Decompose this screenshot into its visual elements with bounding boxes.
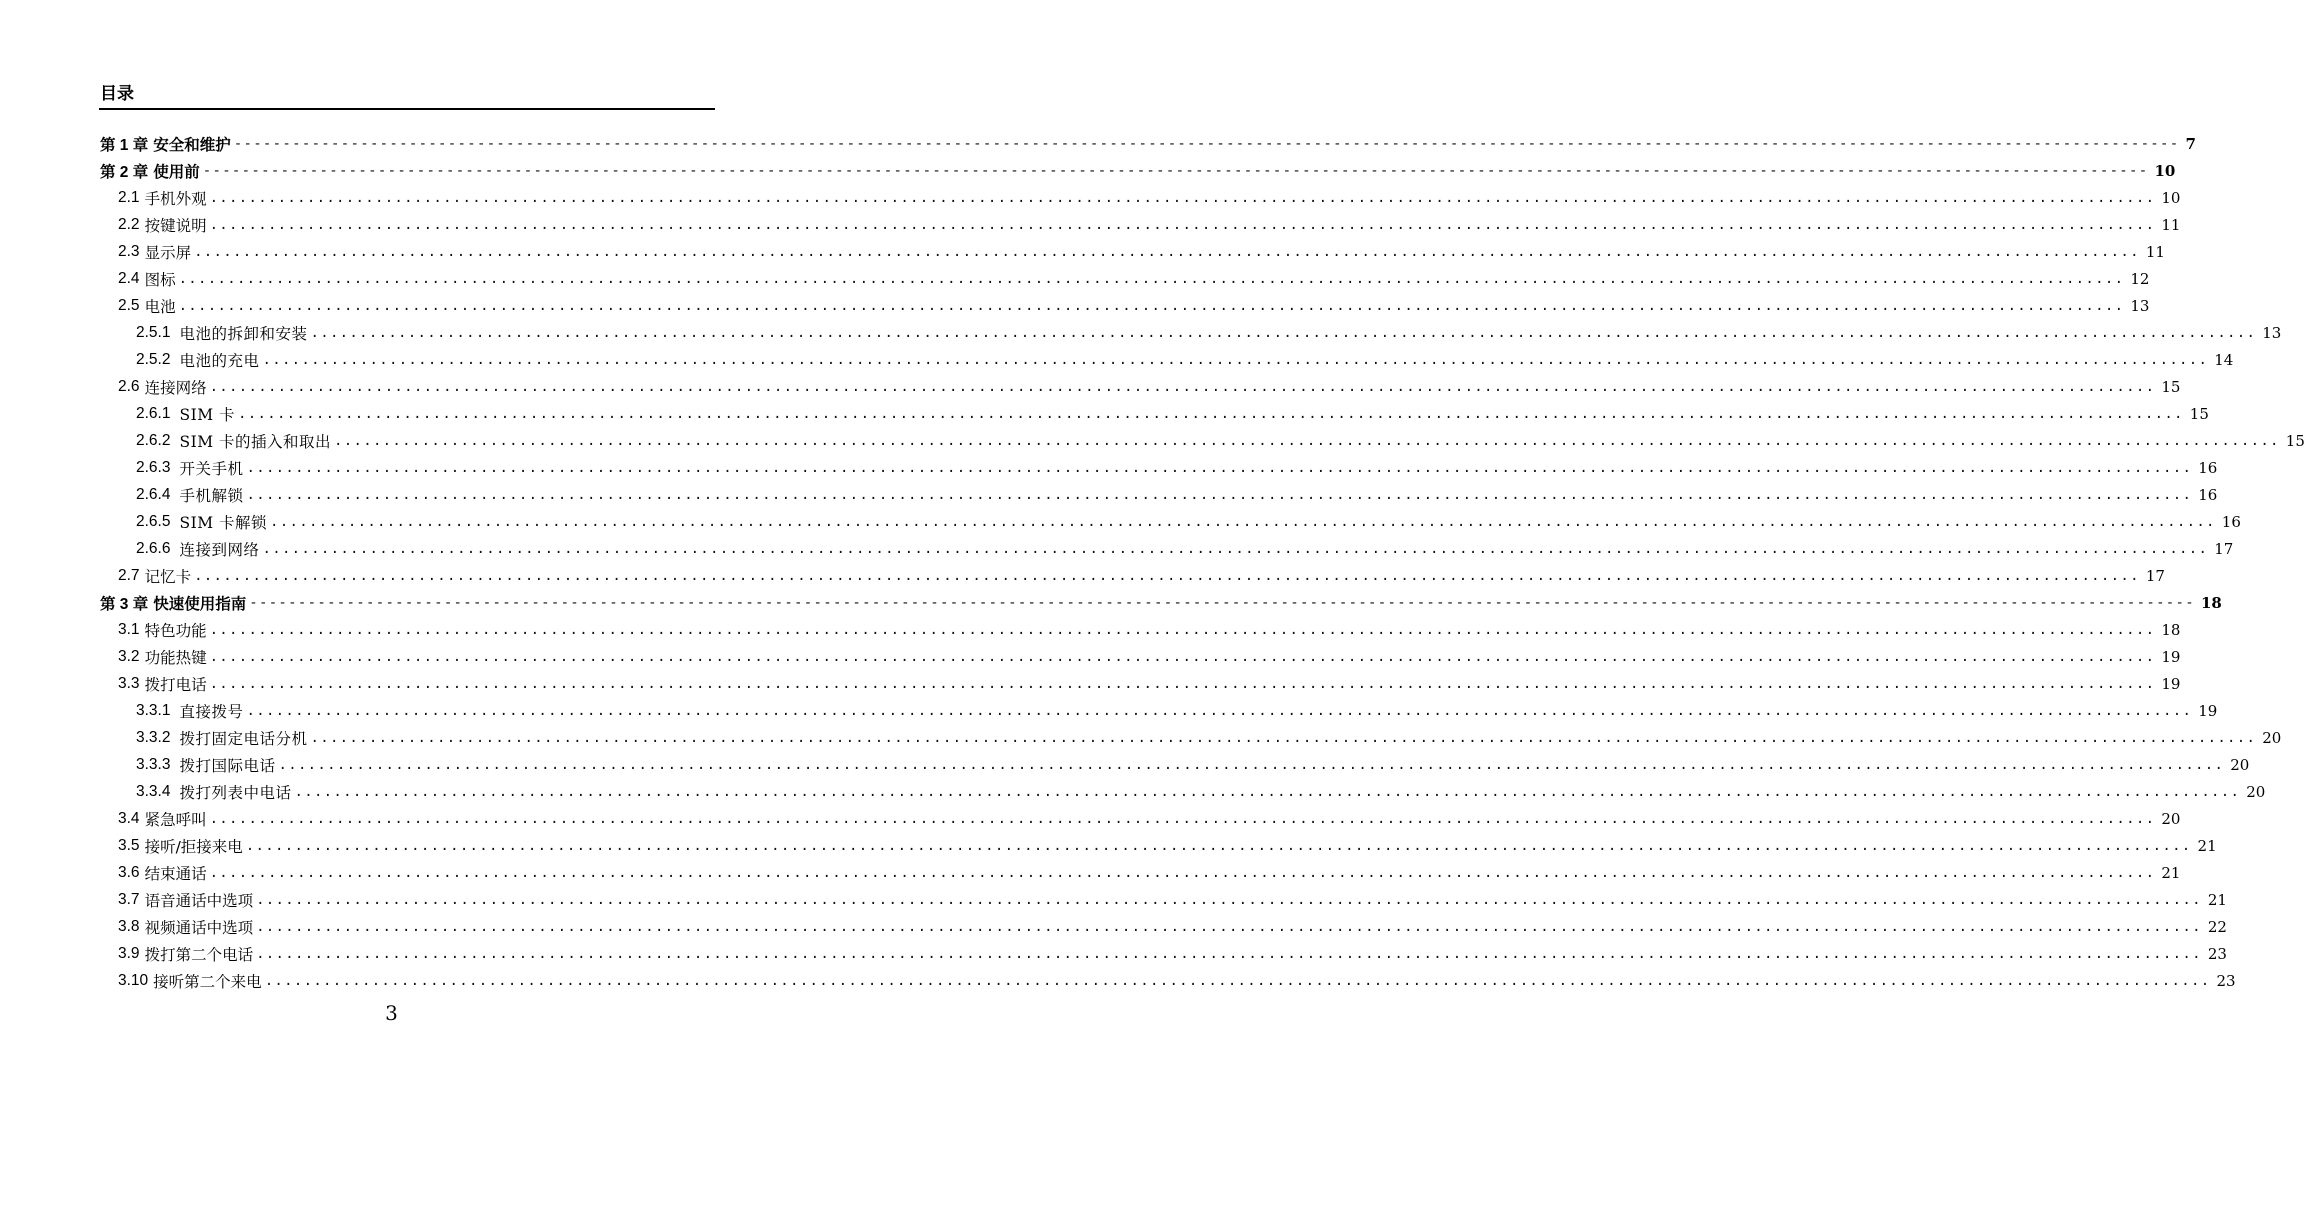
entry-title: 电池的充电 <box>179 352 260 371</box>
entry-number: 2.1 <box>118 189 140 207</box>
entry-page-number: 21 <box>2197 836 2217 855</box>
entry-page-number: 20 <box>2246 782 2266 801</box>
entry-title: 特色功能 <box>144 621 207 640</box>
entry-page-number: 18 <box>2201 593 2222 612</box>
toc-section-row[interactable] <box>0 293 2150 320</box>
toc-chapter-row[interactable] <box>0 589 2222 616</box>
entry-page-number: 21 <box>2207 890 2227 909</box>
dot-leader: ........................................................................................................................................................................................................ <box>262 352 2209 369</box>
toc-section-row[interactable] <box>0 212 2181 239</box>
entry-page-number: 19 <box>2198 701 2218 720</box>
dot-leader: ........................................................................................................................................................................................................ <box>209 217 2156 234</box>
dot-leader: ........................................................................................................................................................................................................ <box>245 837 2192 854</box>
entry-title: 拨打电话 <box>144 675 207 694</box>
dash-leader: -------------------------------------------------------------------------------------------------------------------------------------------------------------------------------------------------------- <box>249 594 2195 611</box>
entry-number: 2.6.4 <box>136 486 171 504</box>
entry-title: 拨打第二个电话 <box>144 945 254 964</box>
toc-section-row[interactable] <box>0 482 2218 509</box>
toc-section-row[interactable] <box>0 563 2165 590</box>
page-number: 3 <box>385 1001 398 1025</box>
entry-number: 2.6.5 <box>136 513 171 531</box>
entry-page-number: 18 <box>2161 620 2181 639</box>
entry-number: 2.3 <box>118 243 140 261</box>
toc-section-row[interactable] <box>0 913 2227 940</box>
dot-leader: ........................................................................................................................................................................................................ <box>334 433 2280 450</box>
entry-page-number: 10 <box>2154 162 2176 181</box>
dot-leader: ........................................................................................................................................................................................................ <box>209 379 2156 396</box>
dot-leader: ........................................................................................................................................................................................................ <box>246 487 2193 504</box>
entry-number: 2.2 <box>118 216 140 234</box>
entry-number: 3.7 <box>118 890 140 908</box>
entry-title: 使用前 <box>153 163 200 182</box>
entry-number: 3.2 <box>118 647 140 665</box>
toc-section-row[interactable] <box>0 724 2282 751</box>
toc-section-row[interactable] <box>0 832 2217 859</box>
toc-chapter-row[interactable] <box>0 131 2196 158</box>
dot-leader: ........................................................................................................................................................................................................ <box>178 271 2125 288</box>
dot-leader: ........................................................................................................................................................................................................ <box>310 325 2257 342</box>
entry-page-number: 15 <box>2189 405 2209 424</box>
toc-section-row[interactable] <box>0 751 2250 778</box>
entry-title: 手机外观 <box>144 190 207 209</box>
entry-number: 2.6 <box>118 378 140 396</box>
toc-section-row[interactable] <box>0 320 2282 347</box>
toc-section-row[interactable] <box>0 886 2227 913</box>
entry-number: 3.3.3 <box>136 755 171 773</box>
entry-page-number: 20 <box>2161 809 2181 828</box>
dot-leader: ........................................................................................................................................................................................................ <box>194 567 2140 584</box>
entry-number: 3.9 <box>118 944 140 962</box>
toc-section-row[interactable] <box>0 239 2165 266</box>
toc-section-row[interactable] <box>0 185 2181 212</box>
entry-title: SIM 卡的插入和取出 <box>179 433 332 452</box>
entry-title: 拨打列表中电话 <box>179 783 292 802</box>
dot-leader: ........................................................................................................................................................................................................ <box>256 891 2202 908</box>
dot-leader: ........................................................................................................................................................................................................ <box>256 945 2202 962</box>
toc-section-row[interactable] <box>0 374 2181 401</box>
entry-number: 第 1 章 <box>100 137 149 155</box>
entry-title: 功能热键 <box>144 648 207 667</box>
toc-section-row[interactable] <box>0 967 2236 994</box>
entry-title: 快速使用指南 <box>153 594 247 613</box>
entry-number: 2.5.1 <box>136 324 171 342</box>
toc-section-row[interactable] <box>0 616 2181 643</box>
dot-leader: ........................................................................................................................................................................................................ <box>278 756 2225 773</box>
entry-title: 安全和维护 <box>153 136 231 155</box>
toc-section-row[interactable] <box>0 455 2218 482</box>
entry-number: 3.5 <box>118 836 140 854</box>
entry-page-number: 23 <box>2207 944 2227 963</box>
entry-title: 手机解锁 <box>179 487 244 506</box>
entry-page-number: 17 <box>2214 540 2234 559</box>
entry-title: 拨打固定电话分机 <box>179 729 308 748</box>
dot-leader: ........................................................................................................................................................................................................ <box>209 190 2156 207</box>
entry-title: 语音通话中选项 <box>144 891 254 910</box>
entry-page-number: 23 <box>2216 971 2236 990</box>
entry-page-number: 20 <box>2230 755 2250 774</box>
dot-leader: ........................................................................................................................................................................................................ <box>246 460 2193 477</box>
toc-section-row[interactable] <box>0 428 2305 455</box>
entry-title: 紧急呼叫 <box>144 810 207 829</box>
entry-number: 3.3.1 <box>136 701 171 719</box>
entry-page-number: 20 <box>2262 728 2282 747</box>
toc-section-row[interactable] <box>0 509 2241 536</box>
entry-title: 接听/拒接来电 <box>144 837 243 856</box>
entry-page-number: 17 <box>2145 566 2165 585</box>
toc-section-row[interactable] <box>0 697 2218 724</box>
entry-title: SIM 卡解锁 <box>179 514 268 533</box>
toc-heading: 目录 <box>100 84 134 104</box>
dot-leader: ........................................................................................................................................................................................................ <box>270 514 2216 531</box>
toc-chapter-row[interactable] <box>0 158 2176 185</box>
entry-page-number: 14 <box>2214 351 2234 370</box>
entry-page-number: 11 <box>2161 216 2181 235</box>
entry-page-number: 19 <box>2161 674 2181 693</box>
toc-section-row[interactable] <box>0 266 2150 293</box>
entry-page-number: 16 <box>2198 486 2218 505</box>
entry-number: 2.4 <box>118 270 140 288</box>
entry-title: 记忆卡 <box>144 567 192 586</box>
entry-number: 2.6.1 <box>136 405 171 423</box>
dot-leader: ........................................................................................................................................................................................................ <box>209 621 2156 638</box>
entry-title: 视频通话中选项 <box>144 918 254 937</box>
entry-number: 3.3.2 <box>136 728 171 746</box>
toc-section-row[interactable] <box>0 805 2181 832</box>
entry-page-number: 13 <box>2130 297 2150 316</box>
dot-leader: ........................................................................................................................................................................................................ <box>264 972 2211 989</box>
entry-number: 2.6.2 <box>136 432 171 450</box>
entry-title: 电池 <box>144 298 176 317</box>
entry-page-number: 7 <box>2185 135 2196 154</box>
toc-section-row[interactable] <box>0 643 2181 670</box>
entry-title: SIM 卡 <box>179 406 236 425</box>
dash-leader: -------------------------------------------------------------------------------------------------------------------------------------------------------------------------------------------------------- <box>202 163 2149 180</box>
entry-number: 3.3 <box>118 674 140 692</box>
heading-underline <box>99 108 715 110</box>
entry-page-number: 15 <box>2161 378 2181 397</box>
toc-section-row[interactable] <box>0 778 2266 805</box>
entry-page-number: 11 <box>2145 243 2165 262</box>
entry-page-number: 21 <box>2161 863 2181 882</box>
entry-number: 2.7 <box>118 566 140 584</box>
entry-number: 3.3.4 <box>136 782 171 800</box>
entry-title: 电池的拆卸和安装 <box>179 325 308 344</box>
entry-page-number: 10 <box>2161 189 2181 208</box>
entry-title: 连接到网络 <box>179 541 260 560</box>
entry-title: 开关手机 <box>179 460 244 479</box>
dot-leader: ........................................................................................................................................................................................................ <box>310 729 2257 746</box>
entry-title: 图标 <box>144 271 176 290</box>
entry-title: 接听第二个来电 <box>153 972 262 991</box>
toc-section-row[interactable] <box>0 859 2181 886</box>
dot-leader: ........................................................................................................................................................................................................ <box>209 864 2156 881</box>
entry-number: 第 2 章 <box>100 164 149 182</box>
entry-number: 2.6.3 <box>136 459 171 477</box>
entry-number: 2.6.6 <box>136 540 171 558</box>
dot-leader: ........................................................................................................................................................................................................ <box>256 918 2202 935</box>
entry-number: 3.8 <box>118 917 140 935</box>
entry-title: 结束通话 <box>144 864 207 883</box>
entry-page-number: 12 <box>2130 270 2150 289</box>
entry-number: 3.4 <box>118 809 140 827</box>
dot-leader: ........................................................................................................................................................................................................ <box>209 675 2156 692</box>
dot-leader: ........................................................................................................................................................................................................ <box>238 406 2184 423</box>
entry-page-number: 22 <box>2207 917 2227 936</box>
dot-leader: ........................................................................................................................................................................................................ <box>194 244 2140 261</box>
entry-number: 3.6 <box>118 863 140 881</box>
entry-page-number: 19 <box>2161 647 2181 666</box>
toc-list <box>0 131 2305 994</box>
toc-section-row[interactable] <box>0 670 2181 697</box>
dot-leader: ........................................................................................................................................................................................................ <box>294 783 2241 800</box>
entry-page-number: 15 <box>2285 432 2305 451</box>
dot-leader: ........................................................................................................................................................................................................ <box>246 702 2193 719</box>
entry-number: 3.10 <box>118 971 149 989</box>
dot-leader: ........................................................................................................................................................................................................ <box>209 648 2156 665</box>
entry-title: 按键说明 <box>144 217 207 236</box>
toc-section-row[interactable] <box>0 401 2209 428</box>
toc-section-row[interactable] <box>0 536 2234 563</box>
entry-number: 2.5 <box>118 297 140 315</box>
dash-leader: -------------------------------------------------------------------------------------------------------------------------------------------------------------------------------------------------------- <box>233 136 2180 153</box>
dot-leader: ........................................................................................................................................................................................................ <box>262 541 2209 558</box>
toc-section-row[interactable] <box>0 940 2227 967</box>
entry-title: 直接拨号 <box>179 702 244 721</box>
entry-page-number: 13 <box>2262 324 2282 343</box>
entry-number: 第 3 章 <box>100 595 149 613</box>
entry-title: 显示屏 <box>144 244 192 263</box>
entry-title: 拨打国际电话 <box>179 756 276 775</box>
toc-section-row[interactable] <box>0 347 2234 374</box>
dot-leader: ........................................................................................................................................................................................................ <box>178 298 2125 315</box>
entry-number: 2.5.2 <box>136 351 171 369</box>
entry-page-number: 16 <box>2198 459 2218 478</box>
entry-title: 连接网络 <box>144 379 207 398</box>
entry-number: 3.1 <box>118 620 140 638</box>
dot-leader: ........................................................................................................................................................................................................ <box>209 810 2156 827</box>
entry-page-number: 16 <box>2221 513 2241 532</box>
